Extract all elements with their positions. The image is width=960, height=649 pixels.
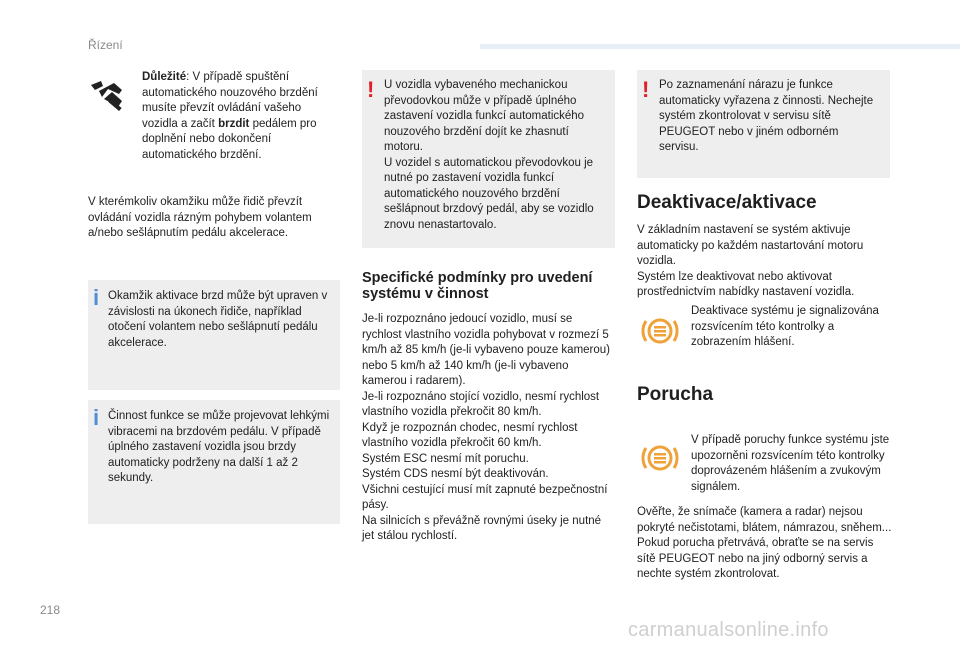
info-box-2: [88, 400, 340, 524]
important-label: Důležité: [142, 71, 187, 83]
watermark: carmanualsonline.info: [628, 619, 829, 641]
warning-box-crash-text: Po zaznamenání nárazu je funkce automaticky vyřazena z činnosti. Nechejte systém zkontrolovat v servisu sítě PEUGEOT nebo v jiném odborném servisu.: [659, 79, 874, 153]
fault-paragraph: [637, 505, 892, 583]
override-paragraph: V kterémkoliv okamžiku může řidič převzít ovládání vozidla rázným pohybem volantem a/nebo sešlápnutím pedálu akcelerace.: [88, 196, 312, 239]
warning-box-gearbox: [362, 70, 615, 248]
deactivation-paragraph: [637, 223, 887, 301]
warning-box-crash: [637, 70, 890, 178]
deactivation-paragraph-2: Systém lze deaktivovat nebo aktivovat prostřednictvím nabídky nastavení vozidla.: [637, 270, 855, 298]
warning-box-gearbox-text: [384, 78, 606, 233]
condition-line: Je-li rozpoznáno jedoucí vozidlo, musí se rychlost vlastního vozidla pohybovat v rozmezí 5 km/h až 85 km/h (je-li vybaveno pouze kamerou) nebo 5 km/h až 140 km/h (je-li vybaveno kamerou i radarem).: [362, 313, 610, 387]
conditions-list: [362, 312, 612, 545]
section-title: Řízení: [88, 38, 123, 52]
deactivation-lamp-text: Deaktivace systému je signalizována rozsvícením této kontrolky a zobrazením hlášení.: [691, 305, 879, 348]
info-icon: i: [93, 405, 100, 430]
important-bold: brzdit: [218, 117, 250, 130]
condition-line: Na silnicích s převážně rovnými úseky je nutné jet stálou rychlostí.: [362, 514, 602, 542]
page-number: 218: [40, 603, 61, 617]
fault-paragraph-2: Pokud porucha přetrvává, obraťte se na servis sítě PEUGEOT nebo na jiný odborný servis a nechte systém zkontrolovat.: [637, 537, 874, 580]
warning-icon: !: [367, 77, 375, 102]
deactivation-heading: Deaktivace/aktivace: [637, 192, 817, 213]
important-text-2: pedálem pro doplnění nebo dokončení automatického brzdění.: [142, 117, 317, 161]
aeb-fault-lamp-icon: [640, 438, 680, 478]
condition-line: Je-li rozpoznáno stojící vozidlo, nesmí rychlost vlastního vozidla překročit 80 km/h.: [362, 390, 600, 418]
conditions-heading: Specifické podmínky pro uvedení systému v činnost: [362, 270, 593, 302]
warning-paragraph-2: U vozidel s automatickou převodovkou je nutné po zastavení vozidla funkcí automatického nouzového brzdění sešlápnout brzdový pedál, aby se vozidlo znovu nenastartovalo.: [384, 156, 594, 231]
info-icon: i: [93, 285, 100, 310]
warning-paragraph-1: U vozidla vybaveného mechanickou převodovkou může v případě úplného zastavení vozidla funkcí automatického nouzového brzdění dojít ke zhasnutí motoru.: [384, 79, 585, 153]
condition-line: Když je rozpoznán chodec, nesmí rychlost vlastního vozidla překročit 60 km/h.: [362, 421, 578, 449]
important-note: [142, 70, 327, 163]
important-text-1: : V případě spuštění automatického nouzového brzdění musíte převzít ovládání vašeho vozidla a začít: [142, 71, 318, 130]
condition-line: Systém CDS nesmí být deaktivován.: [362, 468, 549, 480]
condition-line: Systém ESC nesmí mít poruchu.: [362, 452, 529, 465]
fault-paragraph-1: Ověřte, že snímače (kamera a radar) nejsou pokryté nečistotami, blátem, námrazou, sněhem...: [637, 506, 892, 534]
foot-on-brake-icon: [88, 74, 128, 114]
fault-lamp-text: V případě poruchy funkce systému jste upozorněni rozsvícením této kontrolky doprovázeném hlášením a zvukovým signálem.: [691, 434, 890, 493]
info-box-2-text: Činnost funkce se může projevovat lehkými vibracemi na brzdovém pedálu. V případě úplného zastavení vozidla jsou brzdy automaticky podrženy na další 1 až 2 sekundy.: [108, 410, 330, 484]
fault-heading: Porucha: [637, 384, 714, 405]
info-box-1-text: Okamžik aktivace brzd může být upraven v závislosti na úkonech řidiče, například otočení volantem nebo sešlápnutí pedálu akcelerace.: [108, 290, 328, 349]
deactivation-paragraph-1: V základním nastavení se systém aktivuje automaticky po každém nastartování motoru vozidla.: [637, 224, 864, 267]
info-box-1: [88, 280, 340, 390]
aeb-warning-lamp-icon: [640, 311, 680, 351]
warning-icon: !: [642, 77, 650, 102]
header-bar: [480, 44, 960, 49]
condition-line: Všichni cestující musí mít zapnuté bezpečnostní pásy.: [362, 483, 608, 511]
